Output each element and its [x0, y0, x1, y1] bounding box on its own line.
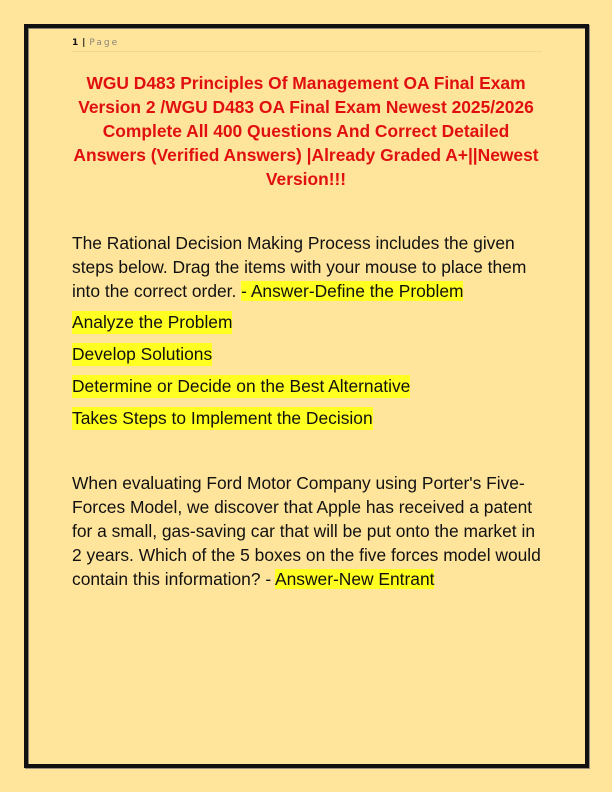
question-2-text: When evaluating Ford Motor Company using Porter's Five-Forces Model, we discover that Apple has received a patent for a small, gas-saving car that will be put onto the market in 2 years. Which of the 5 boxes on the five forces model would contain this information? -	[72, 473, 541, 589]
document-title: WGU D483 Principles Of Management OA Final Exam Version 2 /WGU D483 OA Final Exam Newest 2025/2026 Complete All 400 Questions And Correct Detailed Answers (Verified Answers) |Already Graded A+||Newest Version!!!	[73, 73, 539, 189]
answer-step-5: Takes Steps to Implement the Decision	[72, 408, 373, 428]
question-2	[72, 471, 542, 591]
answer-step-4: Determine or Decide on the Best Alternative	[72, 376, 411, 396]
question-1-text: The Rational Decision Making Process includes the given steps below. Drag the items with your mouse to place them into the correct order.	[72, 233, 527, 301]
page-label: Page	[89, 38, 120, 48]
answer-step-3: Develop Solutions	[72, 344, 213, 364]
question-2-answer: Answer-New Entrant	[275, 569, 435, 589]
question-1-answer: - Answer-Define the Problem	[241, 281, 464, 301]
answer-step-2: Analyze the Problem	[72, 312, 233, 332]
header-separator: |	[82, 38, 86, 48]
question-1	[72, 231, 542, 303]
page-number: 1	[72, 38, 79, 48]
page-header	[72, 36, 542, 52]
